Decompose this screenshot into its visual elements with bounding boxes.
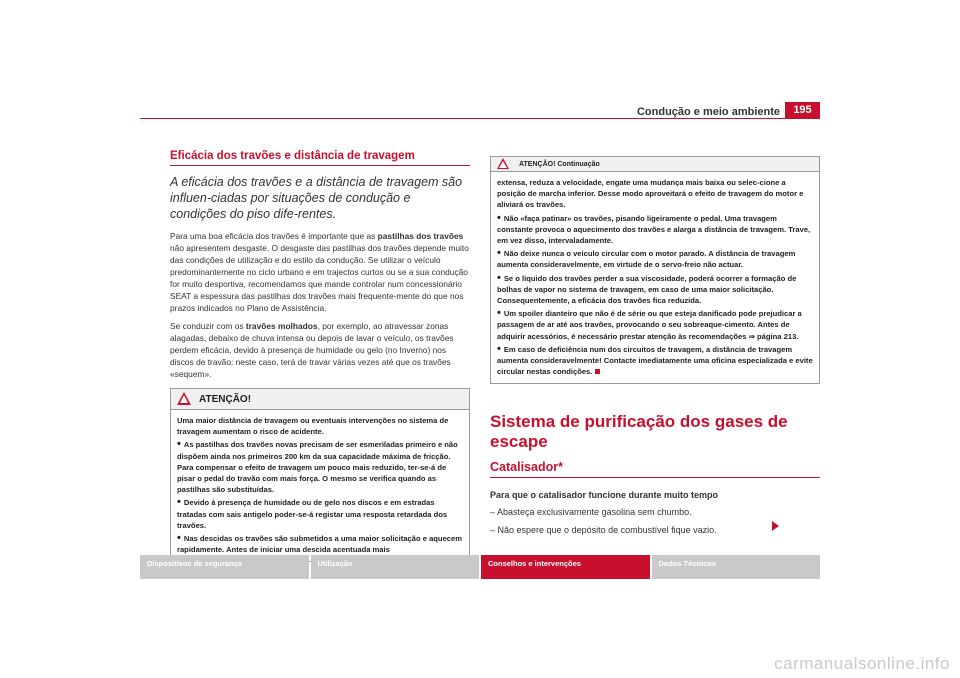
warning-triangle-icon — [177, 392, 191, 405]
warning-bullet: • Se o líquido dos travões perder a sua viscosidade, poderá ocorrer a formação de bolhas de vapor no sistema de travagem, em caso de uma maior solicitação. Consequentemente, a eficácia dos travões fica reduzida. — [497, 273, 813, 307]
warning-title: ATENÇÃO! — [199, 393, 252, 405]
arrow-ref-icon: ⇒ — [748, 331, 755, 341]
warning-text: Uma maior distância de travagem ou eventuais intervenções no sistema de travagem aumentam o risco de acidente. — [177, 416, 449, 437]
section-title: Eficácia dos travões e distância de travagem — [170, 150, 470, 166]
sub-section-title: Catalisador* — [490, 460, 820, 478]
instruction-heading: Para que o catalisador funcione durante muito tempo — [490, 490, 719, 501]
warning-bullet: • Um spoiler dianteiro que não é de série ou que esteja danificado pode prejudicar a passagem de ar até aos travões, provocando o seu sobreaque-cimento. Antes de adquirir acessórios, é necessário prestar atenção às recomendações ⇒ página 213. — [497, 308, 813, 342]
main-section-title: Sistema de purificação dos gases de escape — [490, 412, 788, 452]
tab-conselhos-e-intervencoes[interactable]: Conselhos e intervenções — [481, 555, 650, 579]
page-reference-link[interactable]: página 213. — [754, 331, 799, 341]
tab-utilizacao[interactable]: Utilização — [311, 555, 480, 579]
tab-dispositivos-de-seguranca[interactable]: Dispositivos de segurança — [140, 555, 309, 579]
warning-triangle-icon — [497, 158, 509, 169]
right-column — [490, 150, 820, 542]
warning-continuation-header — [491, 157, 819, 172]
header-title: Condução e meio ambiente — [636, 106, 780, 118]
warning-continuation-title: ATENÇÃO! Continuação — [519, 160, 600, 168]
warning-continuation-box — [490, 156, 820, 384]
warning-bullet: • Em caso de deficiência num dos circuitos de travagem, a distância de travagem aumenta consideravelmente! Contacte imediatamente uma oficina especializada e evite circular nestas condições. — [497, 344, 813, 378]
end-square-icon — [595, 369, 600, 374]
list-item: – Não espere que o depósito de combustível fique vazio. — [490, 525, 717, 536]
continue-arrow-icon — [772, 521, 779, 531]
warning-bullet: • Nas descidas os travões são submetidos a uma maior solicitação e aquecem rapidamente. Antes de iniciar uma descida acentuada mais — [177, 533, 463, 555]
intro-text: A eficácia dos travões e a distância de travagem são influen-ciadas por situações de condução e condições do piso dife-rentes. — [170, 175, 463, 221]
list-item: – Abasteça exclusivamente gasolina sem chumbo. — [490, 507, 692, 518]
header-rule — [140, 118, 820, 119]
warning-bullet: • Não deixe nunca o veículo circular com o motor parado. A distância de travagem aumenta consideravelmente, em virtude de o servo-freio não actuar. — [497, 248, 813, 270]
page-number: 195 — [785, 102, 820, 119]
paragraph-wet-brakes: Se conduzir com os travões molhados, por exemplo, ao atravessar zonas alagadas, debaixo de chuva intensa ou depois de lavar o veículo, os travões perdem eficácia, devido à presença de humidade ou gelo (no Inverno) nos discos de travão: neste caso, terá de travar várias vezes até que os travões «sequem». — [170, 321, 454, 379]
watermark: carmanualsonline.info — [774, 654, 950, 673]
footer-nav — [140, 555, 820, 579]
warning-text: extensa, reduza a velocidade, engate uma mudança mais baixa ou selec-cione a posição de marcha inferior. Desse modo aproveitará o efeito de travagem do motor e aliviará os travões. — [497, 178, 804, 210]
warning-bullet: • Devido à presença de humidade ou de gelo nos discos e em estradas tratadas com sais antigelo poder-se-á registar uma resposta retardada dos travões. — [177, 497, 463, 531]
warning-bullet: • As pastilhas dos travões novas precisam de ser esmeriladas primeiro e não dispõem ainda nos primeiros 200 km da sua capacidade máxima de fricção. Para compensar o efeito de travagem um pouco mais reduzido, ter-se-á de pisar o pedal do travão com mais força. O mesmo se verifica quando as pastilhas são substituídas. — [177, 439, 463, 495]
paragraph-brake-pads: Para uma boa eficácia dos travões é importante que as pastilhas dos travões não apresentem desgaste. O desgaste das pastilhas dos travões depende muito das condições de utilização e do estilo da condução. Se utilizar o veículo predominantemente no ciclo urbano e em trajectos curtos ou se a sua condução for muito desportiva, recomendamos que mande controlar num concessionário SEAT a espessura das pastilhas dos travões mais frequente-mente do que nos prazos indicados no Plano de Assistência. — [170, 231, 469, 313]
warning-bullet: • Não «faça patinar» os travões, pisando ligeiramente o pedal. Uma travagem constante provoca o aquecimento dos travões e alarga a distância de travagem. Trave, em vez disso, intervaladamente. — [497, 213, 813, 247]
left-column — [170, 150, 470, 562]
tab-dados-tecnicos[interactable]: Dados Técnicos — [652, 555, 821, 579]
warning-box — [170, 388, 470, 562]
warning-header — [171, 389, 469, 410]
